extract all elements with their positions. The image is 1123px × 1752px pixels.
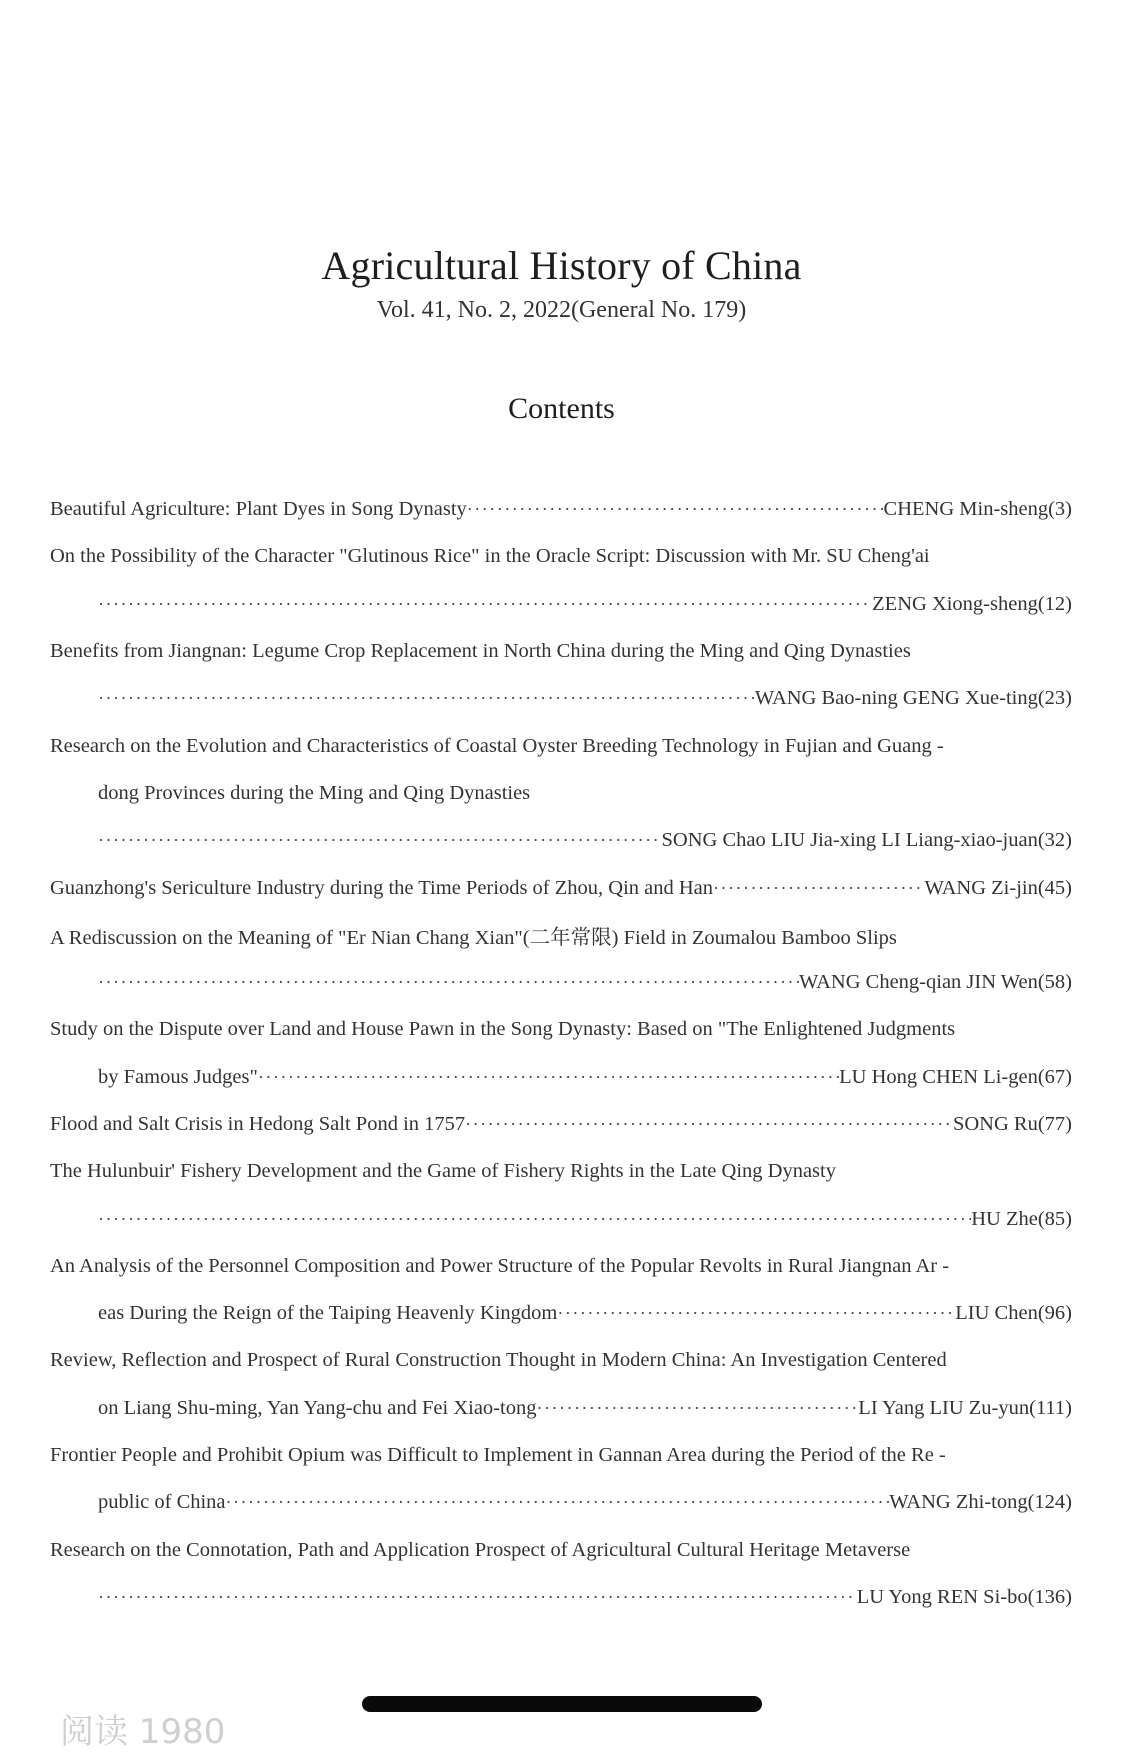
toc-entry-authors-page: SONG Chao LIU Jia-xing LI Liang-xiao-juan(32)	[661, 829, 1072, 852]
toc-line	[50, 1527, 1072, 1574]
toc-entry-title: Study on the Dispute over Land and House Pawn in the Song Dynasty: Based on "The Enlightened Judgments	[50, 1018, 956, 1041]
toc-line	[50, 1337, 1072, 1384]
leader-dots	[98, 594, 872, 615]
toc-entry-title: Flood and Salt Crisis in Hedong Salt Pond in 1757	[50, 1113, 466, 1135]
toc-line	[50, 1054, 1072, 1101]
toc-entry-authors-page: ZENG Xiong-sheng(12)	[872, 592, 1072, 615]
toc-entry-title: The Hulunbuir' Fishery Development and the Game of Fishery Rights in the Late Qing Dynasty	[50, 1160, 836, 1183]
toc-line	[50, 533, 1072, 580]
toc-entry-title: by Famous Judges"	[98, 1065, 258, 1088]
toc-line	[50, 959, 1072, 1006]
contents-heading: Contents	[508, 392, 615, 425]
toc-line	[50, 864, 1072, 911]
toc-line	[50, 581, 1072, 628]
toc-line	[50, 1385, 1072, 1432]
toc-entry-title: An Analysis of the Personnel Composition and Power Structure of the Popular Revolts in Rural Jiangnan Ar -	[50, 1254, 950, 1277]
toc-entry-title: Benefits from Jiangnan: Legume Crop Replacement in North China during the Ming and Qing Dynasties	[50, 640, 911, 663]
toc-line	[50, 1101, 1072, 1148]
leader-dots	[98, 688, 755, 709]
toc-line	[50, 770, 1072, 817]
leader-dots	[713, 878, 925, 899]
leader-dots	[98, 830, 662, 851]
toc-line	[50, 1243, 1072, 1290]
toc-line	[50, 817, 1072, 864]
toc-entry-title: Beautiful Agriculture: Plant Dyes in Song Dynasty	[50, 498, 467, 521]
toc-entry-authors-page: WANG Bao-ning GENG Xue-ting(23)	[754, 687, 1072, 710]
journal-issue: Vol. 41, No. 2, 2022(General No. 179)	[376, 297, 747, 323]
toc-entry-authors-page: WANG Zhi-tong(124)	[889, 1491, 1072, 1514]
toc-entry-authors-page: WANG Cheng-qian JIN Wen(58)	[799, 971, 1072, 994]
toc-entry-authors-page: LI Yang LIU Zu-yun(111)	[858, 1396, 1072, 1419]
leader-dots	[467, 499, 884, 520]
toc-line	[50, 486, 1072, 533]
leader-dots	[258, 1067, 839, 1088]
toc-entry-title: Research on the Connotation, Path and Application Prospect of Agricultural Cultural Heritage Metaverse	[50, 1538, 911, 1561]
toc-line	[50, 1290, 1072, 1337]
leader-dots	[98, 1587, 857, 1608]
toc-entry-title: On the Possibility of the Character "Glutinous Rice" in the Oracle Script: Discussion with Mr. SU Cheng'ai	[50, 545, 930, 568]
read-count-watermark: 阅读 1980	[60, 1712, 226, 1752]
journal-header	[0, 240, 1123, 326]
leader-dots	[226, 1492, 890, 1513]
leader-dots	[98, 1209, 971, 1230]
toc-entry-title: on Liang Shu-ming, Yan Yang-chu and Fei Xiao-tong	[98, 1396, 537, 1419]
toc-entry-authors-page: LU Hong CHEN Li-gen(67)	[839, 1065, 1072, 1088]
toc-line	[50, 722, 1072, 769]
table-of-contents	[50, 486, 1072, 1621]
toc-line	[50, 1432, 1072, 1479]
toc-entry-title: Research on the Evolution and Characteristics of Coastal Oyster Breeding Technology in Fujian and Guang -	[50, 734, 944, 757]
toc-entry-title: A Rediscussion on the Meaning of "Er Nian Chang Xian"(二年常限) Field in Zoumalou Bamboo Slips	[50, 927, 897, 950]
toc-entry-title: public of China	[98, 1491, 226, 1514]
toc-line	[50, 1195, 1072, 1242]
toc-entry-title: Review, Reflection and Prospect of Rural Construction Thought in Modern China: An Investigation Centered	[50, 1349, 947, 1372]
toc-entry-authors-page: CHENG Min-sheng(3)	[883, 498, 1072, 521]
leader-dots	[557, 1303, 955, 1324]
toc-line	[50, 912, 1072, 959]
home-indicator[interactable]	[362, 1696, 762, 1712]
toc-entry-title: Guanzhong's Sericulture Industry during the Time Periods of Zhou, Qin and Han	[50, 876, 714, 899]
toc-line	[50, 1479, 1072, 1526]
toc-entry-authors-page: LU Yong REN Si-bo(136)	[856, 1585, 1072, 1608]
toc-entry-authors-page: LIU Chen(96)	[955, 1302, 1072, 1325]
toc-line	[50, 1148, 1072, 1195]
journal-title: Agricultural History of China	[321, 243, 802, 288]
toc-line	[50, 628, 1072, 675]
toc-line	[50, 1574, 1072, 1621]
leader-dots	[465, 1114, 953, 1135]
toc-entry-authors-page: HU Zhe(85)	[971, 1207, 1072, 1230]
leader-dots	[98, 972, 799, 993]
toc-entry-title: dong Provinces during the Ming and Qing Dynasties	[98, 781, 531, 804]
toc-entry-title: Frontier People and Prohibit Opium was Difficult to Implement in Gannan Area during the Period of the Re -	[50, 1444, 946, 1467]
leader-dots	[536, 1398, 858, 1419]
toc-line	[50, 675, 1072, 722]
toc-entry-authors-page: WANG Zi-jin(45)	[924, 876, 1072, 899]
toc-entry-authors-page: SONG Ru(77)	[952, 1113, 1072, 1135]
toc-entry-title: eas During the Reign of the Taiping Heavenly Kingdom	[98, 1302, 558, 1325]
toc-line	[50, 1006, 1072, 1053]
